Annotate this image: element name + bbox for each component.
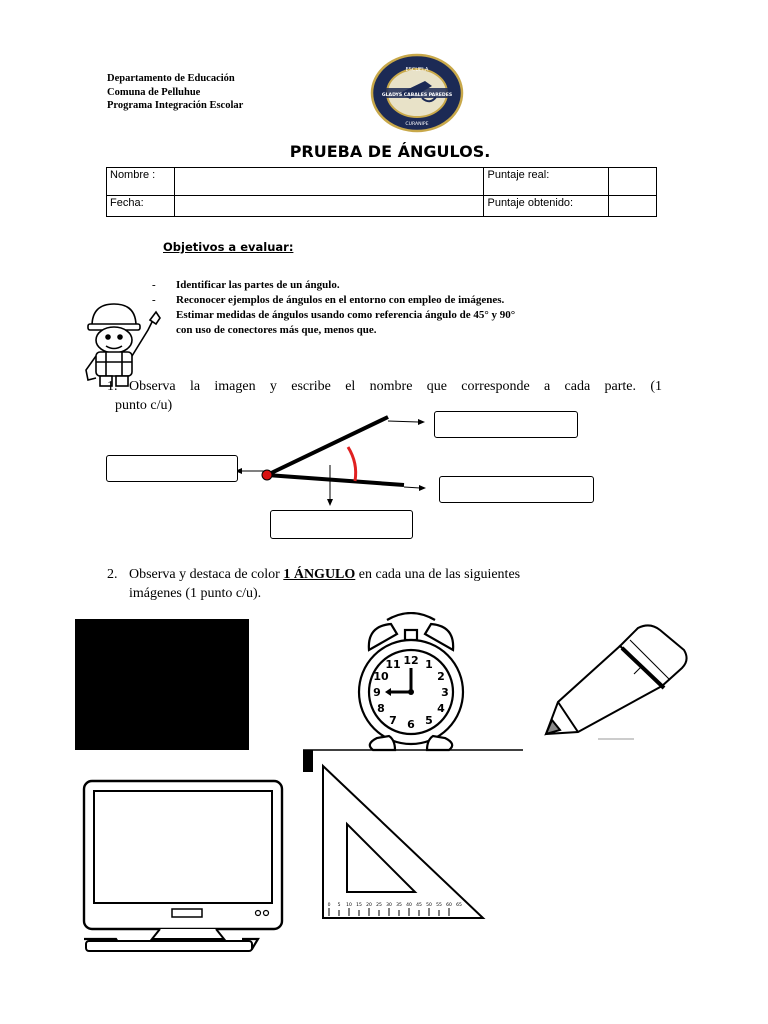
- ruler-tick-label: 65: [456, 903, 462, 908]
- angle-arc: [348, 447, 356, 481]
- question-2-text-line2: imágenes (1 punto c/u).: [129, 586, 262, 601]
- ruler-tick-label: 30: [386, 903, 392, 908]
- question-1-text: Observa la imagen y escribe el nombre que corresponde a cada parte. (1: [129, 379, 662, 394]
- question-1-text-line2: punto c/u): [115, 398, 173, 413]
- objective-item: - Reconocer ejemplos de ángulos en el entorno con empleo de imágenes.: [152, 294, 505, 306]
- ruler-tick-label: 15: [356, 903, 362, 908]
- logo-middle-text: GLADYS CABALES PAREDES: [381, 93, 453, 98]
- svg-text:12: 12: [403, 654, 419, 667]
- objectives-title: Objetivos a evaluar:: [163, 240, 294, 254]
- svg-text:7: 7: [389, 714, 397, 727]
- name-label: Nombre :: [107, 168, 175, 196]
- svg-text:11: 11: [385, 658, 401, 671]
- name-field[interactable]: [174, 168, 484, 196]
- question-2-text: Observa y destaca de color 1 ÁNGULO en cada una de las siguientes: [129, 567, 521, 582]
- logo-bottom-text: CURANIPE: [405, 122, 429, 127]
- answer-box-bottom[interactable]: [270, 510, 413, 539]
- svg-text:9: 9: [373, 686, 381, 699]
- svg-text:10: 10: [373, 670, 389, 683]
- vertex-point: [262, 470, 272, 480]
- question-2-number: 2.: [107, 567, 118, 582]
- objective-item: - Identificar las partes de un ángulo.: [152, 279, 340, 291]
- pencil-image: [538, 620, 690, 742]
- answer-box-right[interactable]: [439, 476, 594, 503]
- question-1-number: 1.: [107, 379, 118, 394]
- answer-box-top-right[interactable]: [434, 411, 578, 438]
- ruler-tick-label: 10: [346, 903, 352, 908]
- angle-diagram: [230, 405, 430, 515]
- objectives-list: [152, 278, 515, 338]
- real-score-field[interactable]: [609, 168, 657, 196]
- objective-item: con uso de conectores más que, menos que.: [176, 324, 377, 336]
- school-logo: [370, 53, 464, 133]
- ruler-tick-label: 40: [406, 903, 412, 908]
- ruler-tick-label: 25: [376, 903, 382, 908]
- header-line-commune: Comuna de Pelluhue: [107, 86, 201, 98]
- logo-top-text: ESCUELA: [405, 67, 429, 73]
- ruler-tick-label: 60: [446, 903, 452, 908]
- student-info-table: [106, 167, 657, 217]
- question-2-highlight: 1 ÁNGULO: [283, 567, 356, 582]
- ruler-tick-label: 50: [426, 903, 432, 908]
- svg-text:3: 3: [441, 686, 449, 699]
- ruler-tick-label: 35: [396, 903, 402, 908]
- obtained-score-field[interactable]: [609, 196, 657, 217]
- answer-box-left[interactable]: [106, 455, 238, 482]
- header-line-program: Programa Integración Escolar: [107, 100, 244, 111]
- objective-item: Estimar medidas de ángulos usando como referencia ángulo de 45° y 90°: [176, 309, 516, 321]
- computer-monitor-image: [82, 779, 294, 953]
- header-line-department: Departamento de Educación: [107, 73, 235, 84]
- svg-text:5: 5: [425, 714, 433, 727]
- svg-text:2: 2: [437, 670, 445, 683]
- ruler-tick-label: 0: [327, 903, 331, 908]
- page-title: PRUEBA DE ÁNGULOS.: [289, 142, 491, 161]
- school-header: [107, 72, 243, 113]
- builder-cartoon-image: [78, 296, 162, 388]
- ruler-tick-label: 20: [366, 903, 372, 908]
- black-image: [75, 619, 249, 750]
- question-2: [107, 565, 662, 603]
- svg-text:6: 6: [407, 718, 415, 731]
- real-score-label: Puntaje real:: [484, 168, 609, 196]
- svg-text:1: 1: [425, 658, 433, 671]
- ruler-tick-label: 45: [416, 903, 422, 908]
- alarm-clock-image: [355, 612, 467, 752]
- obtained-score-label: Puntaje obtenido:: [484, 196, 609, 217]
- set-square-image: [303, 748, 525, 924]
- ruler-tick-label: 55: [436, 903, 442, 908]
- svg-text:8: 8: [377, 702, 385, 715]
- ruler-tick-label: 5: [337, 903, 341, 908]
- svg-text:4: 4: [437, 702, 445, 715]
- date-field[interactable]: [174, 196, 484, 217]
- date-label: Fecha:: [107, 196, 175, 217]
